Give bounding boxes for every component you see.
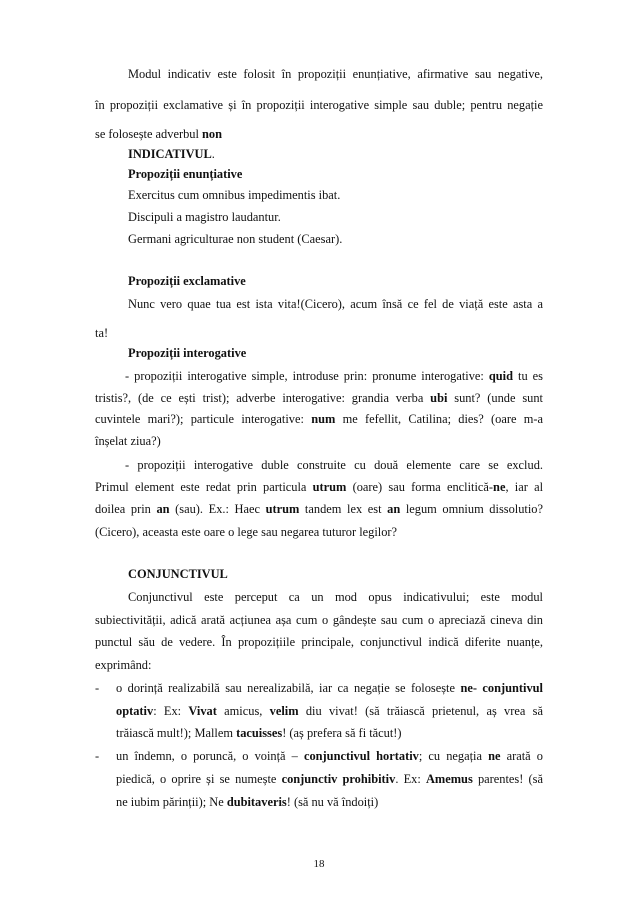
interogative-duble-line1: - propoziții interogative duble construite cu două elemente care se exclud. [125, 458, 543, 472]
enuntiative-example: Germani agriculturae non student (Caesar). [128, 232, 343, 246]
conjunctiv-heading: CONJUNCTIVUL [128, 567, 228, 581]
para1-line2: în propoziții exclamative și în propoziții interogative simple sau duble; pentru negație [95, 98, 543, 112]
interogative-simple-line1: - propoziții interogative simple, introduse prin: pronume interogative: quid tu es [125, 369, 543, 383]
exclamative-heading: Propoziții exclamative [128, 274, 246, 288]
exclamative-line1: Nunc vero quae tua est ista vita!(Cicero), acum însă ce fel de viață este asta a [128, 297, 543, 311]
bullet-dash: - [95, 681, 100, 695]
interogative-duble-line3: doilea prin an (sau). Ex.: Haec utrum tandem lex est an legum omnium dissolutio? [95, 502, 544, 516]
bullet2-line2: piedică, o oprire și se numește conjunctiv prohibitiv. Ex: Amemus parentes! (să [116, 772, 543, 786]
bullet1-line3: trăiască mult!); Mallem tacuisses! (aș prefera să fi tăcut!) [116, 726, 402, 740]
page-number: 18 [313, 858, 325, 870]
bullet1-line1: o dorință realizabilă sau nerealizabilă, iar ca negație se folosește ne- conjuntivul [116, 681, 543, 695]
enuntiative-example: Discipuli a magistro laudantur. [128, 210, 281, 224]
bullet1-line2: optativ: Ex: Vivat amicus, velim diu vivat! (să trăiască prietenul, aș vrea să [116, 704, 543, 718]
exclamative-line2: ta! [95, 326, 109, 340]
bullet2-line1: un îndemn, o poruncă, o voință – conjunctivul hortativ; cu negația ne arată o [116, 749, 543, 763]
interogative-simple-line4: înșelat ziua?) [95, 434, 161, 448]
enuntiative-example: Exercitus cum omnibus impedimentis ibat. [128, 188, 341, 202]
bullet2-line3: ne iubim părinții); Ne dubitaveris! (să nu vă îndoiți) [116, 795, 379, 809]
para1-line3: se folosește adverbul non [95, 127, 222, 141]
para1-line1: Modul indicativ este folosit în propoziții enunțiative, afirmative sau negative, [128, 67, 543, 81]
conjunctiv-line4: exprimând: [95, 658, 152, 672]
conjunctiv-line3: punctul său de vedere. În propozițiile principale, conjunctivul indică diferite nuanțe, [95, 635, 543, 649]
interogative-duble-line4: (Cicero), aceasta este oare o lege sau negarea tuturor legilor? [95, 525, 398, 539]
interogative-heading: Propoziții interogative [128, 346, 247, 360]
interogative-simple-line3: cuvintele mari?); particule interogative: num me fefellit, Catilina; dies? (oare m-a [95, 412, 543, 426]
conjunctiv-line2: subiectivității, adică arată acțiunea așa cum o gândește sau cum o apreciază cineva din [95, 613, 543, 627]
bullet-dash: - [95, 749, 100, 763]
enuntiative-heading: Propoziții enunțiative [128, 167, 243, 181]
interogative-duble-line2: Primul element este redat prin particula utrum (oare) sau forma enclitică-ne, iar al [95, 480, 544, 494]
interogative-simple-line2: tristis?, (de ce ești trist); adverbe interogative: grandia verba ubi sunt? (unde sunt [95, 391, 543, 405]
conjunctiv-line1: Conjunctivul este perceput ca un mod opus indicativului; este modul [128, 590, 543, 604]
indicativ-heading: INDICATIVUL. [128, 147, 215, 161]
